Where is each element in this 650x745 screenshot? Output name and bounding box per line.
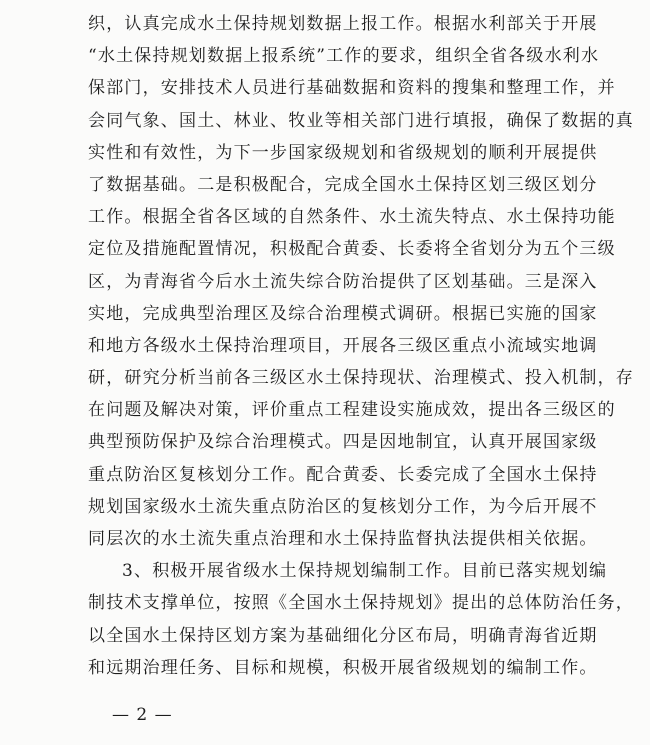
text-line: 典型预防保护及综合治理模式。四是因地制宜，认真开展国家级	[88, 432, 598, 453]
text-line: 在问题及解决对策，评价重点工程建设实施成效，提出各三级区的	[88, 400, 616, 421]
text-line: 和地方各级水土保持治理项目，开展各三级区重点小流域实地调	[88, 335, 598, 356]
text-line: 工作。根据全省各区域的自然条件、水土流失特点、水土保持功能	[88, 207, 616, 228]
text-line: 和远期治理任务、目标和规模，积极开展省级规划的编制工作。	[88, 657, 598, 678]
text-line: 实地，完成典型治理区及综合治理模式调研。根据已实施的国家	[88, 303, 598, 324]
text-line: 定位及措施配置情况，积极配合黄委、长委将全省划分为五个三级	[88, 239, 616, 260]
text-line: 重点防治区复核划分工作。配合黄委、长委完成了全国水土保持	[88, 464, 598, 485]
text-line: 同层次的水土流失重点治理和水土保持监督执法提供相关依据。	[88, 529, 598, 549]
text-line: 规划国家级水土流失重点防治区的复核划分工作，为今后开展不	[88, 496, 598, 517]
text-line: 保部门，安排技术人员进行基础数据和资料的搜集和整理工作，并	[88, 78, 616, 99]
page-number: — 2 —	[112, 705, 173, 725]
text-line: 了数据基础。二是积极配合，完成全国水土保持区划三级区划分	[88, 174, 598, 195]
text-line: 实性和有效性，为下一步国家级规划和省级规划的顺利开展提供	[88, 142, 598, 163]
body-text	[88, 8, 634, 684]
text-line: 织，认真完成水土保持规划数据上报工作。根据水利部关于开展	[88, 14, 598, 34]
text-line: 区，为青海省今后水土流失综合防治提供了区划基础。三是深入	[88, 271, 598, 292]
paragraph-first-line: 3、积极开展省级水土保持规划编制工作。目前已落实规划编	[122, 561, 608, 582]
text-line: 以全国水土保持区划方案为基础细化分区布局，明确青海省近期	[88, 625, 598, 646]
text-line: 研，研究分析当前各三级区水土保持现状、治理模式、投入机制，存	[88, 368, 634, 389]
text-line: “水土保持规划数据上报系统”工作的要求，组织全省各级水利水	[88, 46, 600, 67]
text-line: 会同气象、国土、林业、牧业等相关部门进行填报，确保了数据的真	[88, 110, 634, 131]
text-line: 制技术支撑单位，按照《全国水土保持规划》提出的总体防治任务，	[88, 593, 634, 614]
